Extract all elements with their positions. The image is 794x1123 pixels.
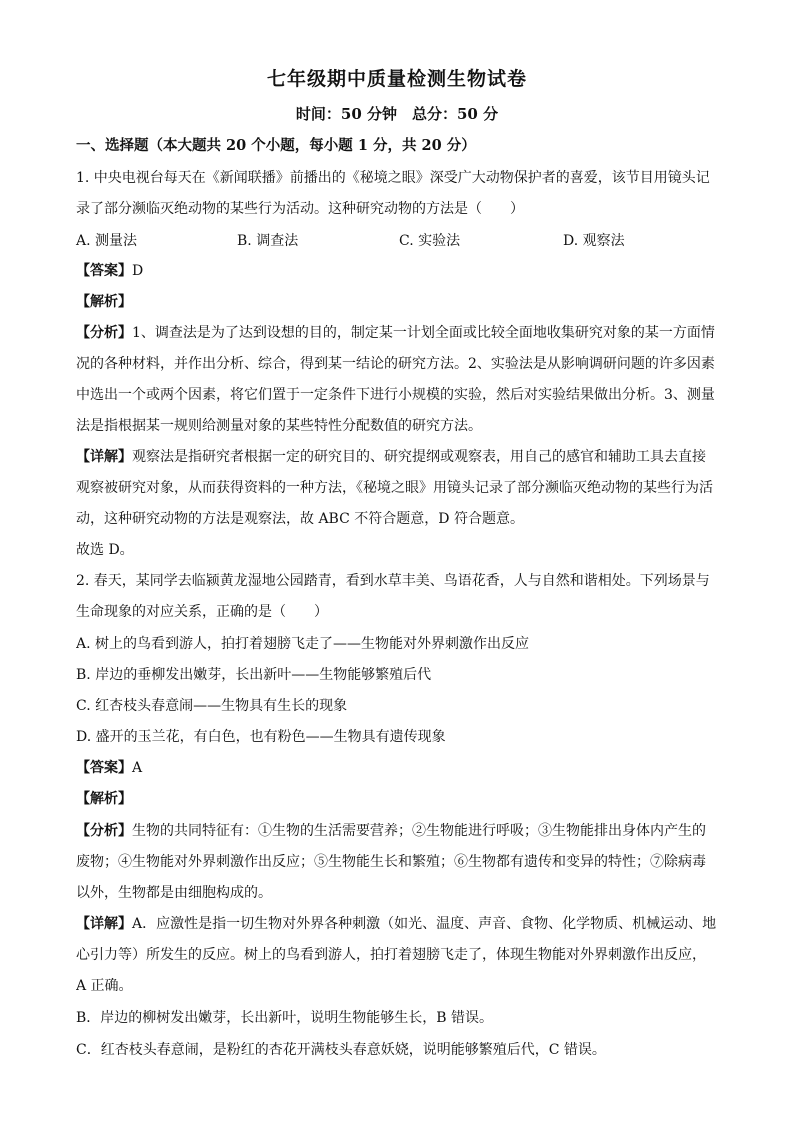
q2-option-d: D. 盛开的玉兰花，有白色，也有粉色——生物具有遗传现象: [76, 729, 446, 745]
q1-stem-line-2: 录了部分濒临灭绝动物的某些行为活动。这种研究动物的方法是（ ）: [76, 201, 524, 217]
q2-xiangjie-line-4: B．岸边的柳树发出嫩芽，长出新叶，说明生物能够生长，B 错误。: [76, 1010, 494, 1026]
fenxi-tag: 【分析】: [76, 823, 132, 839]
answer-tag: 【答案】: [76, 263, 132, 279]
q1-option-d: D. 观察法: [563, 233, 625, 249]
q2-answer: [76, 758, 726, 778]
q2-option-a: A. 树上的鸟看到游人，拍打着翅膀飞走了——生物能对外界刺激作出反应: [76, 636, 530, 652]
section-heading: 一、选择题（本大题共 20 个小题，每小题 1 分，共 20 分）: [76, 137, 476, 154]
q1-conclusion: 故选 D。: [76, 542, 134, 558]
q2-stem-line-1: 2. 春天，某同学去临颍黄龙湿地公园踏青，看到水草丰美、鸟语花香，人与自然和谐相处。下列场景与: [76, 573, 710, 589]
exam-time-and-score: 时间：50 分钟 总分：50 分: [295, 105, 499, 123]
q2-fenxi-line-1: [76, 821, 726, 841]
q1-xiangjie-line-2: 观察被研究对象，从而获得资料的一种方法，《秘境之眼》用镜头记录了部分濒临灭绝动物的某些行为活: [76, 480, 713, 496]
q1-option-c: C. 实验法: [399, 233, 461, 249]
q1-xiangjie-line-1: [76, 447, 726, 467]
q1-fenxi-line-4: 法是指根据某一规则给测量对象的某些特性分配数值的研究方法。: [76, 418, 482, 434]
q1-xiangjie-line-3: 动，这种研究动物的方法是观察法，故 ABC 不符合题意，D 符合题意。: [76, 511, 524, 527]
answer-value: D: [132, 263, 144, 279]
q2-option-b: B. 岸边的垂柳发出嫩芽，长出新叶——生物能够繁殖后代: [76, 667, 432, 683]
q1-answer: [76, 261, 726, 281]
xiangjie-text: A．应激性是指一切生物对外界各种刺激（如光、温度、声音、食物、化学物质、机械运动、地: [132, 916, 717, 932]
xiangjie-tag: 【详解】: [76, 449, 132, 465]
q2-xiangjie-line-5: C．红杏枝头春意闹，是粉红的杏花开满枝头春意妖娆，说明能够繁殖后代，C 错误。: [76, 1042, 606, 1058]
fenxi-text: 1、调查法是为了达到设想的目的，制定某一计划全面或比较全面地收集研究对象的某一方面情: [132, 325, 715, 341]
q1-option-a: A. 测量法: [76, 233, 138, 249]
page-title: 七年级期中质量检测生物试卷: [266, 68, 527, 90]
answer-tag: 【答案】: [76, 760, 132, 776]
fenxi-tag: 【分析】: [76, 325, 132, 341]
q2-stem-line-2: 生命现象的对应关系，正确的是（ ）: [76, 604, 328, 620]
q1-analysis-tag: 【解析】: [76, 294, 132, 310]
q1-fenxi-line-1: [76, 323, 726, 343]
q1-fenxi-line-3: 中选出一个或两个因素，将它们置于一定条件下进行小规模的实验，然后对实验结果做出分析。3、测量: [76, 387, 715, 403]
q2-fenxi-line-2: 废物；④生物能对外界刺激作出反应；⑤生物能生长和繁殖；⑥生物都有遗传和变异的特性；⑦除病毒: [76, 854, 706, 870]
q1-stem-line-1: 1. 中央电视台每天在《新闻联播》前播出的《秘境之眼》深受广大动物保护者的喜爱，该节目用镜头记: [76, 170, 710, 186]
q2-xiangjie-line-1: [76, 914, 726, 934]
q2-xiangjie-line-3: A 正确。: [76, 978, 133, 994]
q2-option-c: C. 红杏枝头春意闹——生物具有生长的现象: [76, 698, 348, 714]
q1-option-b: B. 调查法: [237, 233, 299, 249]
answer-value: A: [132, 760, 143, 776]
q2-fenxi-line-3: 以外，生物都是由细胞构成的。: [76, 885, 272, 901]
xiangjie-text: 观察法是指研究者根据一定的研究目的、研究提纲或观察表，用自己的感官和辅助工具去直接: [132, 449, 706, 465]
xiangjie-tag: 【详解】: [76, 916, 132, 932]
q2-xiangjie-line-2: 心引力等）所发生的反应。树上的鸟看到游人，拍打着翅膀飞走了，体现生物能对外界刺激作出反应，: [76, 947, 706, 963]
q2-analysis-tag: 【解析】: [76, 791, 132, 807]
fenxi-text: 生物的共同特征有：①生物的生活需要营养；②生物能进行呼吸；③生物能排出身体内产生的: [132, 823, 706, 839]
q1-fenxi-line-2: 况的各种材料，并作出分析、综合，得到某一结论的研究方法。2、实验法是从影响调研问题的许多因素: [76, 356, 715, 372]
